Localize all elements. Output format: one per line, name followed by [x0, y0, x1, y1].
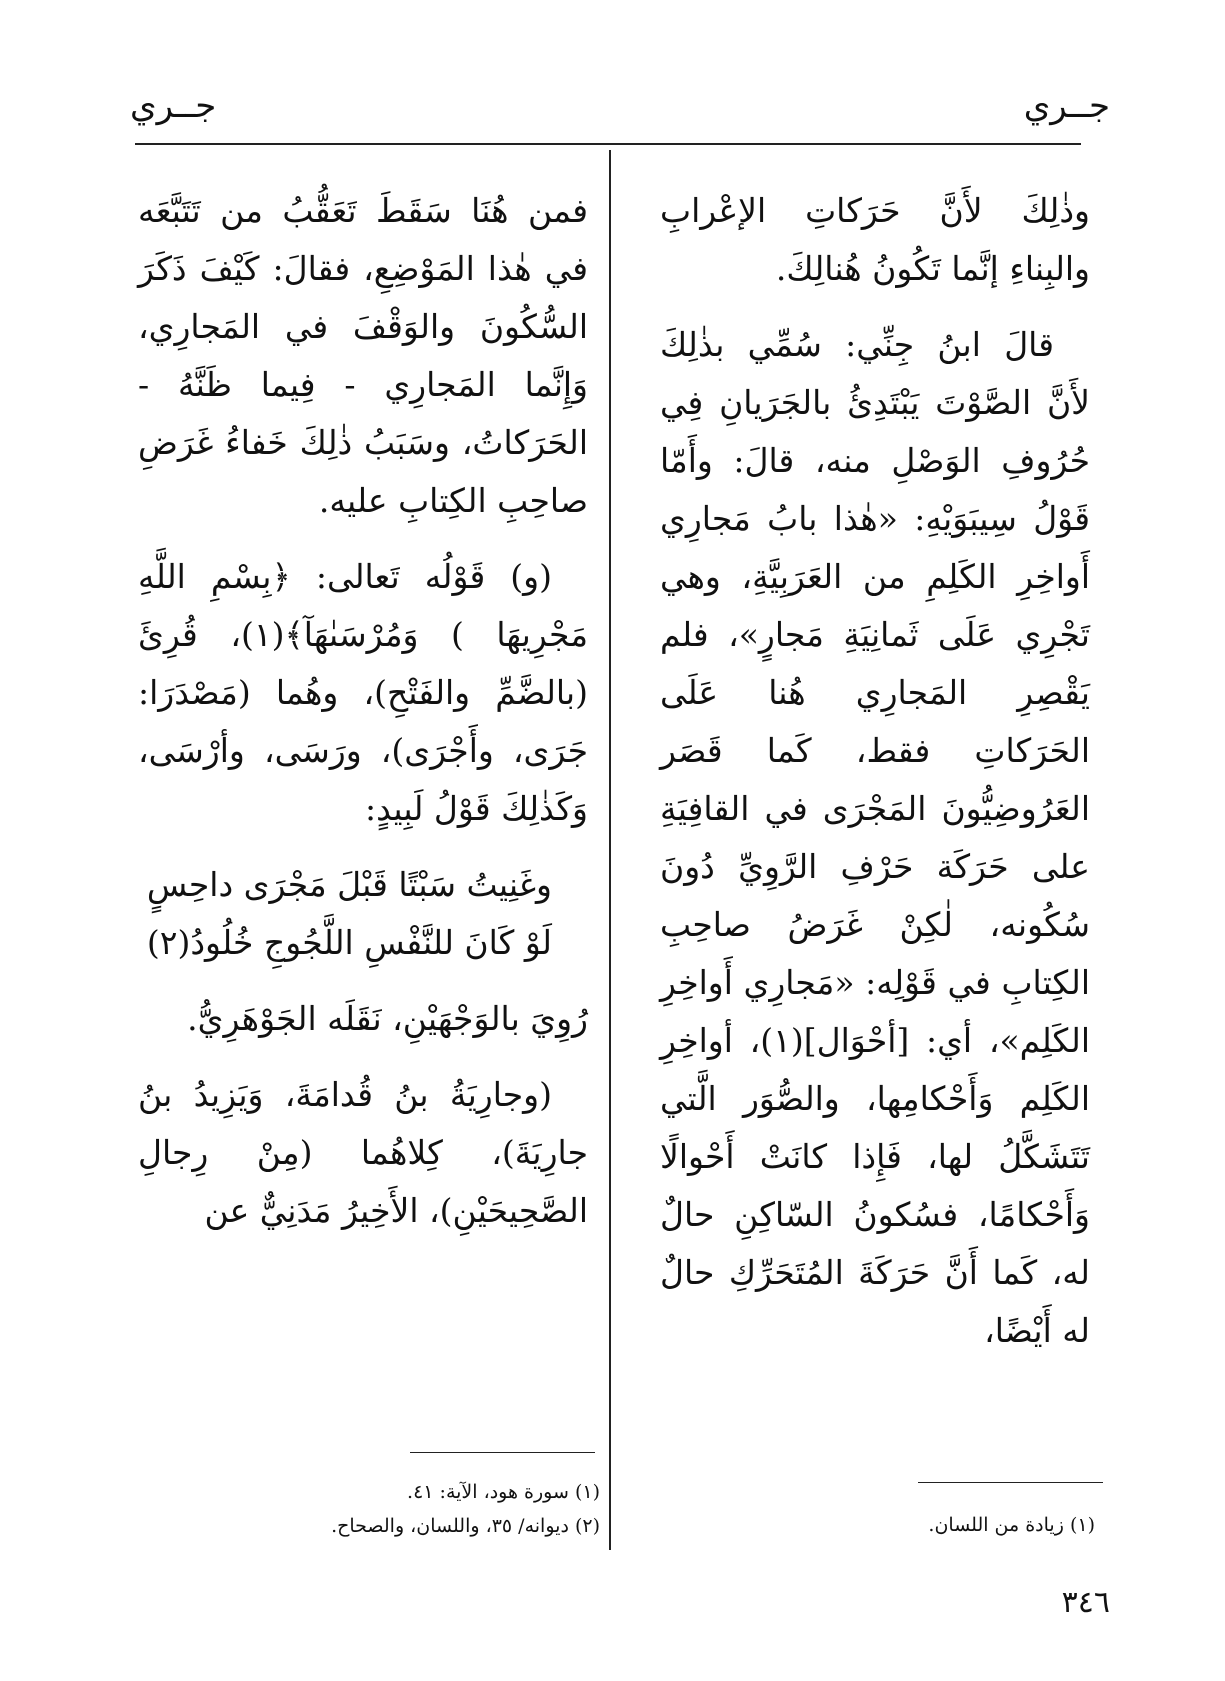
left-paragraph-1: فمن هُنَا سَقَطَ تَعَقُّبُ من تَتَبَّعَه في هٰذا المَوْضِعِ، فقالَ: كَيْفَ ذَكَرَ السُّكُونَ والوَقْفَ في المَجارِي، وَإِنَّما المَجارِي - فِيما ظَنَّهُ - الحَرَكاتُ، وسَبَبُ ذٰلِكَ خَفاءُ غَرَضِ صاحِبِ الكِتابِ عليه. — [138, 191, 588, 520]
footnote-right-1: (١) زيادة من اللسان. — [928, 1514, 1095, 1536]
verse-line-2: لَوْ كَانَ للنَّفْسِ اللَّجُوجِ خُلُودُ(٢) — [146, 923, 552, 962]
left-paragraph-4: (وجارِيَةُ بنُ قُدامَةَ، وَيَزِيدُ بنُ جارِيَةَ)، كِلاهُما (مِنْ رِجالِ الصَّحِيحَيْنِ)، الأَخِيرُ مَدَنِيٌّ عن — [138, 1075, 588, 1230]
footnotes-left — [190, 1475, 600, 1543]
footnote-left-2: (٢) ديوانه/ ٣٥، واللسان، والصحاح. — [331, 1515, 600, 1537]
right-paragraph-1: وذٰلِكَ لأَنَّ حَرَكاتِ الإعْرابِ والبِناءِ إنَّما تَكُونُ هُنالِكَ. — [660, 191, 1090, 288]
page-number: ٣٤٦ — [1061, 1585, 1110, 1620]
running-head-left: جــري — [130, 86, 217, 126]
running-head-right: جــري — [1023, 86, 1110, 126]
footnote-left-1: (١) سورة هود، الآية: ٤١. — [407, 1481, 600, 1503]
header-rule — [135, 143, 1081, 145]
left-paragraph-2: (و) قَوْلُه تَعالى: ﴿بِسْمِ اللَّهِ مَجْرِيهَا ) وَمُرْسَىٰهَآ﴾(١)، قُرِئَ (بالضَّمِّ والفَتْحِ)، وهُما (مَصْدَرَا: جَرَى، وأَجْرَى)، ورَسَى، وأرْسَى، وَكَذٰلِكَ قَوْلُ لَبِيدٍ: — [138, 557, 588, 828]
footnote-rule-right — [918, 1482, 1103, 1483]
footnote-rule-left — [410, 1452, 595, 1453]
right-column — [660, 182, 1090, 1378]
left-column — [138, 182, 588, 1258]
left-paragraph-3: رُوِيَ بالوَجْهَيْنِ، نَقَلَه الجَوْهَرِيُّ. — [187, 999, 588, 1038]
verse-line-1: وغَنِيتُ سَبْتًا قَبْلَ مَجْرَى داحِسٍ — [146, 865, 552, 904]
footnotes-right — [700, 1508, 1095, 1542]
column-divider — [609, 150, 611, 1550]
right-paragraph-2: قالَ ابنُ جِنِّي: سُمِّي بذٰلِكَ لأَنَّ الصَّوْتَ يَبْتَدِئُ بالجَرَيانِ فِي حُرُوفِ الوَصْلِ منه، قالَ: وأَمّا قَوْلُ سِيبَوَيْهِ: «هٰذا بابُ مَجارِي أَواخِرِ الكَلِمِ من العَرَبِيَّةِ، وهي تَجْرِي عَلَى ثَمانِيَةِ مَجارٍ»، فلم يَقْصِرِ المَجارِي هُنا عَلَى الحَرَكاتِ فقط، كَما قَصَر العَرُوضِيُّونَ المَجْرَى في القافِيَةِ على حَرَكَة حَرْفِ الرَّوِيِّ دُونَ سُكُونه، لٰكِنْ غَرَضُ صاحِبِ الكِتابِ في قَوْلِه: «مَجارِي أَواخِرِ الكَلِم»، أي: [أحْوَال](١)، أواخِرِ الكَلِم وَأَحْكامِها، والصُّوَر الَّتي تَتَشَكَّلُ لها، فَإِذا كانَتْ أَحْوالًا وَأَحْكامًا، فسُكونُ السّاكِنِ حالٌ له، كَما أَنَّ حَرَكَةَ المُتَحَرِّكِ حالٌ له أَيْضًا، — [660, 325, 1090, 1350]
